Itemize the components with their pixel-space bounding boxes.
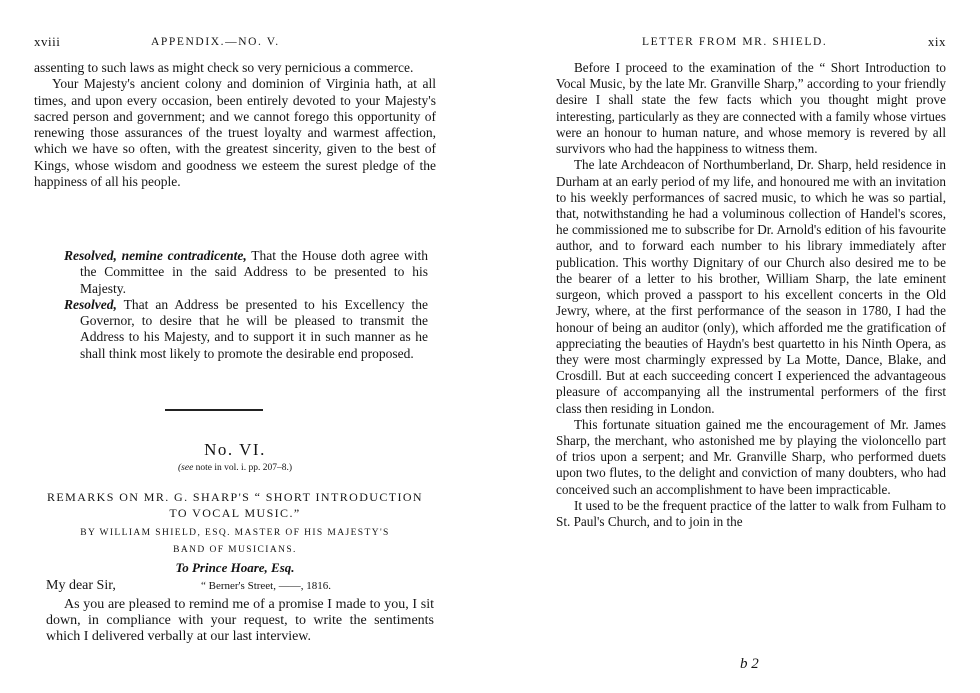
- walk-paragraph: It used to be the frequent practice of the latter to walk from Fulham to St. Paul's Church, and to join in the: [556, 497, 946, 530]
- section-divider: [165, 409, 263, 411]
- author-line-1: BY WILLIAM SHIELD, ESQ. MASTER OF HIS MAJESTY'S: [80, 528, 390, 538]
- resolution-lead: Resolved, nemine contradicente,: [64, 248, 247, 263]
- resolution-lead: Resolved,: [64, 296, 117, 312]
- letter-address-date: “ Berner's Street, ——, 1816.: [201, 580, 331, 592]
- right-page: [556, 0, 946, 693]
- archdeacon-paragraph: The late Archdeacon of Northumberland, Dr. Sharp, held residence in Durham at an early period of my life, and honoured me with an invitation to his weekly performances of sacred music, to which he was so partial, that, notwithstanding he had a voluminous collection of Handel's scores, he commissioned me to subscribe for Dr. Arnold's edition of his favourite author, and to forward each number to his library immediately after publication. This worthy Dignitary of our Church also desired me to be the bearer of a letter to his brother, William Sharp, the late eminent surgeon, which proved a passport to his excellent concerts in the Old Jewry, where, at the first performance of the season in 1780, I had the honour of being an auditor (only), which afforded me the gratification of appreciating the beauties of Haydn's best quartetto in his Ninth Opera, as they were most charmingly expressed by La Motte, Dance, Blake, and Crosdill. But at each succeeding concert I experienced the advantageous pleasure of accompanying all the instrumental performers of the first class then residing in London.: [556, 157, 946, 416]
- remarks-title-line-1: REMARKS ON MR. G. SHARP'S “ SHORT INTRODUCTION: [47, 490, 423, 504]
- continuation-paragraph: assenting to such laws as might check so very pernicious a commerce.: [34, 60, 414, 75]
- letter-opening-paragraph: As you are pleased to remind me of a promise I made to you, I sit down, in compliance with your request, to write the sentiments which I delivered verbally at our last interview.: [46, 597, 434, 645]
- letter-opening-text: [46, 597, 434, 646]
- author-line-2: BAND OF MUSICIANS.: [173, 545, 297, 555]
- right-body-text: [556, 60, 946, 530]
- printer-signature-mark: b 2: [740, 656, 759, 672]
- section-note-reference: note in vol. i. pp. 207–8.): [193, 463, 292, 473]
- resolution-item: [64, 248, 428, 297]
- remarks-title-line-2: TO VOCAL MUSIC.”: [169, 506, 301, 520]
- left-running-head: [34, 34, 436, 50]
- right-page-number: xix: [927, 34, 946, 49]
- resolution-text: That the House doth agree with the Committee in the said Address to be presented to his Majesty.: [80, 248, 428, 296]
- left-running-title: APPENDIX.—NO. V.: [151, 36, 280, 48]
- resolution-item: [64, 297, 428, 362]
- letter-salutation: My dear Sir,: [46, 578, 116, 593]
- resolution-text: That an Address be presented to his Excellency the Governor, to desire that he will be pleased to transmit the Address to his Majesty, and to support it in such manner as he shall think most likely to promote the desirable end proposed.: [80, 296, 428, 361]
- fortunate-situation-paragraph: This fortunate situation gained me the encouragement of Mr. James Sharp, the merchant, who astonished me by playing the violoncello part of trios upon a serpent; and Mr. Granville Sharp, who performed duets upon two flutes, to the delight and conviction of many doubters, who had conceived such an accomplishment to have been impracticable.: [556, 416, 946, 497]
- left-page: [34, 0, 436, 693]
- resolutions-block: [64, 248, 428, 362]
- right-running-head: [556, 34, 946, 50]
- intro-paragraph: Before I proceed to the examination of the “ Short Introduction to Vocal Music, by the late Mr. Granville Sharp,” according to your friendly desire I shall state the few facts which you thought might prove interesting, particularly as they are connected with a family whose virtues were an honour to human nature, and whose memory is revered by all survivors who had the happiness to witness them.: [556, 60, 946, 157]
- virginia-paragraph: Your Majesty's ancient colony and dominion of Virginia hath, at all times, and upon every occasion, been entirely devoted to your Majesty's sacred person and government; and we cannot forego this opportunity of renewing those assurances of the truest loyalty and warmest affection, which we have so often, with the greatest sincerity, given to the best of Kings, whose wisdom and goodness we esteem the surest pledge of the happiness of all his people.: [34, 76, 436, 190]
- right-running-title: LETTER FROM MR. SHIELD.: [642, 36, 828, 48]
- section-note-see: (see: [178, 463, 194, 473]
- letter-addressee: To Prince Hoare, Esq.: [175, 560, 295, 575]
- left-continuation-text: [34, 60, 436, 190]
- section-title: No. VI.: [204, 440, 266, 459]
- letter-salutation-row: [46, 578, 428, 594]
- left-page-number: xviii: [34, 34, 61, 49]
- section-note: [34, 463, 436, 473]
